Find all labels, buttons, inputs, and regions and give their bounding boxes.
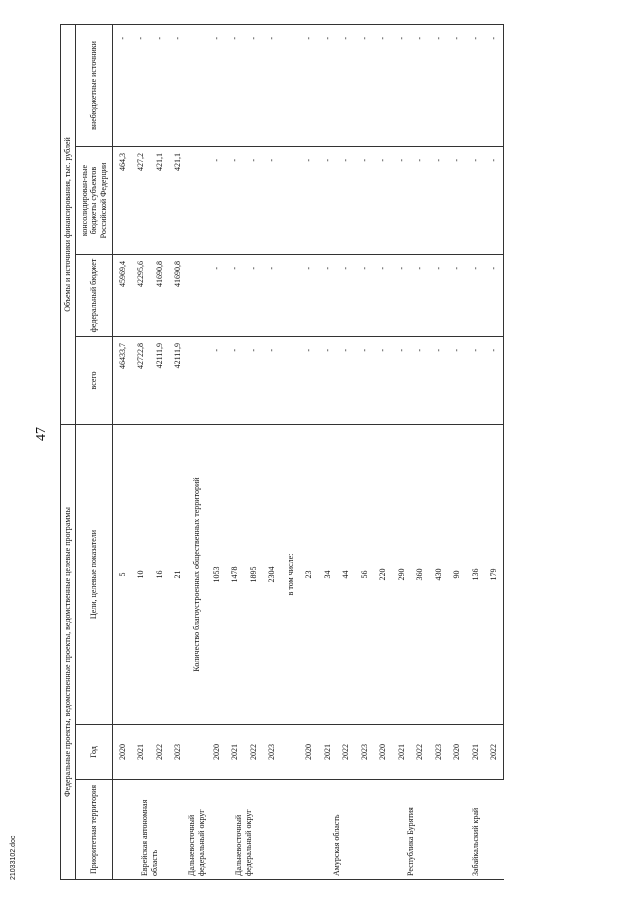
total-cell: - (226, 337, 245, 425)
extra-cell: - (355, 24, 374, 146)
federal-cell: - (429, 255, 448, 337)
regional-cell: - (448, 147, 467, 255)
header-total: всего (76, 337, 113, 425)
year-cell: 2023 (429, 725, 448, 780)
table-row (132, 24, 151, 879)
extra-cell: - (466, 24, 485, 146)
header-federal: федеральный бюджет (76, 255, 113, 337)
extra-cell: - (263, 24, 282, 146)
total-cell: - (466, 337, 485, 425)
extra-cell: - (374, 24, 393, 146)
table-row (226, 24, 245, 879)
extra-cell: - (150, 24, 169, 146)
regional-cell: - (300, 147, 319, 255)
regional-cell: - (337, 147, 356, 255)
total-cell: 42111,9 (169, 337, 188, 425)
goal-cell: 360 (411, 425, 430, 725)
table-row (150, 24, 169, 879)
table-row (466, 24, 485, 879)
territory-cell: Дальневосточный федеральный округ (207, 780, 281, 880)
empty-cell (187, 337, 207, 425)
year-cell: 2023 (355, 725, 374, 780)
empty-cell (281, 24, 300, 146)
total-cell: 46433,7 (113, 337, 132, 425)
federal-cell: 42295,6 (132, 255, 151, 337)
table-row (448, 24, 467, 879)
year-cell: 2023 (263, 725, 282, 780)
header-extra: внебюджетные источники (76, 24, 113, 146)
section-label: Количество благоустроенных общественных территорий (187, 425, 207, 725)
regional-cell: - (392, 147, 411, 255)
federal-cell: - (300, 255, 319, 337)
territory-cell (281, 780, 300, 880)
federal-cell: - (485, 255, 504, 337)
header-group-financing: Объемы и источники финансирования, тыс. рублей (61, 24, 76, 424)
empty-cell (187, 24, 207, 146)
table-row (244, 24, 263, 879)
empty-cell (187, 725, 207, 780)
extra-cell: - (244, 24, 263, 146)
extra-cell: - (226, 24, 245, 146)
federal-cell: - (226, 255, 245, 337)
total-cell: - (337, 337, 356, 425)
total-cell: - (263, 337, 282, 425)
extra-cell: - (300, 24, 319, 146)
document-code: 21033102.doc (10, 835, 17, 880)
year-cell: 2020 (113, 725, 132, 780)
territory-cell: Республика Бурятия (374, 780, 448, 880)
empty-cell (281, 255, 300, 337)
regional-cell: 464,3 (113, 147, 132, 255)
year-cell: 2021 (132, 725, 151, 780)
regional-cell: - (355, 147, 374, 255)
regional-cell: - (263, 147, 282, 255)
year-cell: 2021 (466, 725, 485, 780)
goal-cell: 34 (318, 425, 337, 725)
total-cell: - (485, 337, 504, 425)
total-cell: - (318, 337, 337, 425)
table-row (207, 24, 226, 879)
year-cell: 2022 (244, 725, 263, 780)
federal-cell: - (411, 255, 430, 337)
goal-cell: 136 (466, 425, 485, 725)
table-row (485, 24, 504, 879)
goal-cell: 1478 (226, 425, 245, 725)
goal-cell: 220 (374, 425, 393, 725)
table-row (300, 24, 319, 879)
goal-cell: 10 (132, 425, 151, 725)
territory-cell: Амурская область (300, 780, 374, 880)
goal-cell: 90 (448, 425, 467, 725)
page-number: 47 (34, 427, 49, 441)
regional-cell: - (207, 147, 226, 255)
regional-cell: - (429, 147, 448, 255)
total-cell: 42722,8 (132, 337, 151, 425)
year-cell: 2021 (392, 725, 411, 780)
extra-cell: - (448, 24, 467, 146)
total-cell: - (448, 337, 467, 425)
regional-cell: 421,1 (169, 147, 188, 255)
header-group-projects: Федеральные проекты, ведомственные проекты, ведомственные целевые программы (61, 425, 76, 880)
table-row (374, 24, 393, 879)
extra-cell: - (485, 24, 504, 146)
goal-cell: 56 (355, 425, 374, 725)
rotated-table-container (60, 25, 590, 880)
extra-cell: - (113, 24, 132, 146)
territory-cell: Еврейская автономная область (113, 780, 188, 880)
goal-cell: 1053 (207, 425, 226, 725)
federal-cell: - (244, 255, 263, 337)
year-cell: 2023 (169, 725, 188, 780)
year-cell: 2022 (485, 725, 504, 780)
extra-cell: - (392, 24, 411, 146)
federal-cell: - (448, 255, 467, 337)
federal-cell: - (318, 255, 337, 337)
goal-cell: 16 (150, 425, 169, 725)
year-cell: 2021 (318, 725, 337, 780)
year-cell: 2020 (448, 725, 467, 780)
total-cell: - (300, 337, 319, 425)
goal-cell: 44 (337, 425, 356, 725)
extra-cell: - (337, 24, 356, 146)
table-row (429, 24, 448, 879)
total-cell: - (244, 337, 263, 425)
total-cell: - (429, 337, 448, 425)
federal-cell: - (355, 255, 374, 337)
total-cell: - (207, 337, 226, 425)
goal-cell: 21 (169, 425, 188, 725)
table-row (355, 24, 374, 879)
extra-cell: - (207, 24, 226, 146)
header-regional: консолидирован-ные бюджеты субъектов Российской Федерции (76, 147, 113, 255)
regional-cell: 421,1 (150, 147, 169, 255)
regional-cell: - (226, 147, 245, 255)
extra-cell: - (318, 24, 337, 146)
empty-cell (281, 337, 300, 425)
regional-cell: 427,2 (132, 147, 151, 255)
federal-cell: - (337, 255, 356, 337)
header-goals: Цели, целевые показатели (76, 425, 113, 725)
header-territory: Приоритетная территория (76, 780, 113, 880)
goal-cell: 179 (485, 425, 504, 725)
empty-cell (187, 255, 207, 337)
federal-cell: - (263, 255, 282, 337)
territory-cell: Забайкальский край (448, 780, 504, 880)
territory-cell: Дальневосточный федеральный округ (187, 780, 207, 880)
table-row (263, 24, 282, 879)
federal-cell: - (392, 255, 411, 337)
year-cell: 2022 (411, 725, 430, 780)
regional-cell: - (466, 147, 485, 255)
table-row (113, 24, 132, 879)
regional-cell: - (318, 147, 337, 255)
federal-cell: - (207, 255, 226, 337)
extra-cell: - (411, 24, 430, 146)
empty-cell (187, 147, 207, 255)
regional-cell: - (485, 147, 504, 255)
regional-cell: - (244, 147, 263, 255)
table-header (61, 24, 113, 879)
goal-cell: 2304 (263, 425, 282, 725)
extra-cell: - (132, 24, 151, 146)
year-cell: 2020 (207, 725, 226, 780)
table-row (318, 24, 337, 879)
year-cell: 2020 (300, 725, 319, 780)
goal-cell: 290 (392, 425, 411, 725)
table-row (169, 24, 188, 879)
total-cell: - (411, 337, 430, 425)
extra-cell: - (429, 24, 448, 146)
empty-cell (281, 725, 300, 780)
header-year: Год (76, 725, 113, 780)
section-label-row (187, 24, 207, 879)
total-cell: - (374, 337, 393, 425)
section-label-row (281, 24, 300, 879)
federal-cell: 41690,8 (150, 255, 169, 337)
extra-cell: - (169, 24, 188, 146)
goal-cell: 23 (300, 425, 319, 725)
total-cell: - (355, 337, 374, 425)
section-label: в том числе: (281, 425, 300, 725)
federal-cell: - (466, 255, 485, 337)
year-cell: 2022 (337, 725, 356, 780)
federal-cell: 45969,4 (113, 255, 132, 337)
regional-cell: - (411, 147, 430, 255)
goal-cell: 5 (113, 425, 132, 725)
empty-cell (281, 147, 300, 255)
regional-cell: - (374, 147, 393, 255)
table-row (411, 24, 430, 879)
year-cell: 2021 (226, 725, 245, 780)
table-body (113, 24, 504, 879)
federal-cell: - (374, 255, 393, 337)
year-cell: 2022 (150, 725, 169, 780)
financing-table (60, 24, 504, 880)
year-cell: 2020 (374, 725, 393, 780)
goal-cell: 1895 (244, 425, 263, 725)
goal-cell: 430 (429, 425, 448, 725)
total-cell: - (392, 337, 411, 425)
total-cell: 42111,9 (150, 337, 169, 425)
federal-cell: 41690,8 (169, 255, 188, 337)
table-row (392, 24, 411, 879)
table-row (337, 24, 356, 879)
